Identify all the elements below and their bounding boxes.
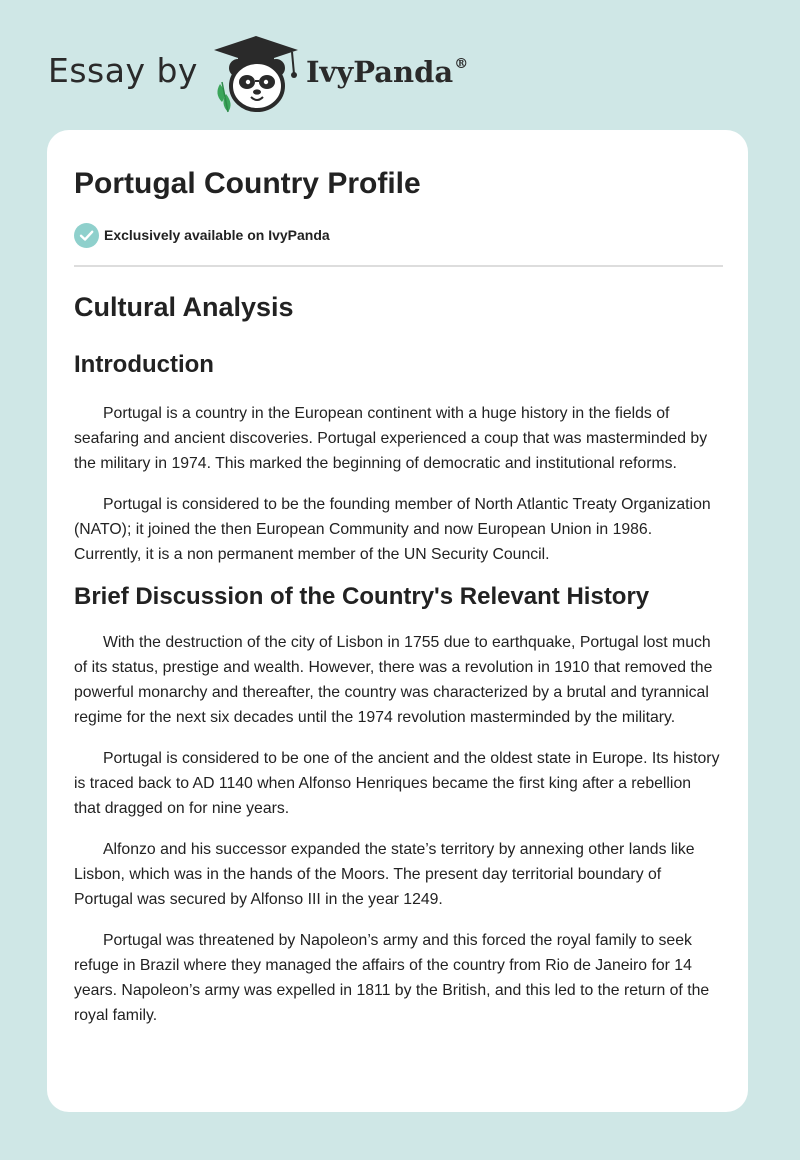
site-header bbox=[48, 34, 468, 114]
exclusive-badge bbox=[74, 221, 721, 249]
brand-name[interactable]: IvyPanda® bbox=[305, 55, 469, 89]
check-circle-icon bbox=[74, 223, 99, 248]
section-title: Cultural Analysis bbox=[74, 292, 294, 322]
paragraph: Alfonzo and his successor expanded the state’s territory by annexing other lands like Lisbon, which was in the hands of the Moors. The present day territorial boundary of Portugal was secured by Alfonso III in the year 1249. bbox=[74, 841, 695, 908]
subheading-history: Brief Discussion of the Country's Relevant History bbox=[74, 583, 650, 610]
paragraph: Portugal is a country in the European continent with a huge history in the fields of seafaring and ancient discoveries. Portugal experienced a coup that was masterminded by the military in 1974. This marked the beginning of democratic and institutional reforms. bbox=[74, 405, 708, 472]
paragraph: With the destruction of the city of Lisbon in 1755 due to earthquake, Portugal lost much of its status, prestige and wealth. However, there was a revolution in 1910 that removed the powerful monarchy and thereafter, the country was characterized by a brutal and tyrannical regime for the next six decades until the 1974 revolution masterminded by the military. bbox=[74, 634, 713, 726]
panda-graduate-logo-icon[interactable] bbox=[212, 34, 304, 114]
paragraph: Portugal is considered to be the founding member of North Atlantic Treaty Organization (NATO); it joined the then European Community and now European Union in 1986. Currently, it is a non permanent member of the UN Security Council. bbox=[74, 496, 711, 563]
essay-by-label: Essay by bbox=[48, 50, 198, 90]
essay-card bbox=[47, 130, 748, 1112]
title-divider bbox=[74, 265, 723, 267]
exclusive-badge-text: Exclusively available on IvyPanda bbox=[104, 227, 330, 243]
page-title: Portugal Country Profile bbox=[74, 167, 421, 200]
paragraph: Portugal was threatened by Napoleon’s army and this forced the royal family to seek refuge in Brazil where they managed the affairs of the country from Rio de Janeiro for 14 years. Napoleon’s army was expelled in 1811 by the British, and this led to the return of the royal family. bbox=[74, 932, 710, 1024]
subheading-introduction: Introduction bbox=[74, 351, 214, 378]
paragraph: Portugal is considered to be one of the ancient and the oldest state in Europe. Its history is traced back to AD 1140 when Alfonso Henriques became the first king after a rebellion that dragged on for nine years. bbox=[74, 750, 720, 817]
registered-mark: ® bbox=[454, 56, 469, 72]
